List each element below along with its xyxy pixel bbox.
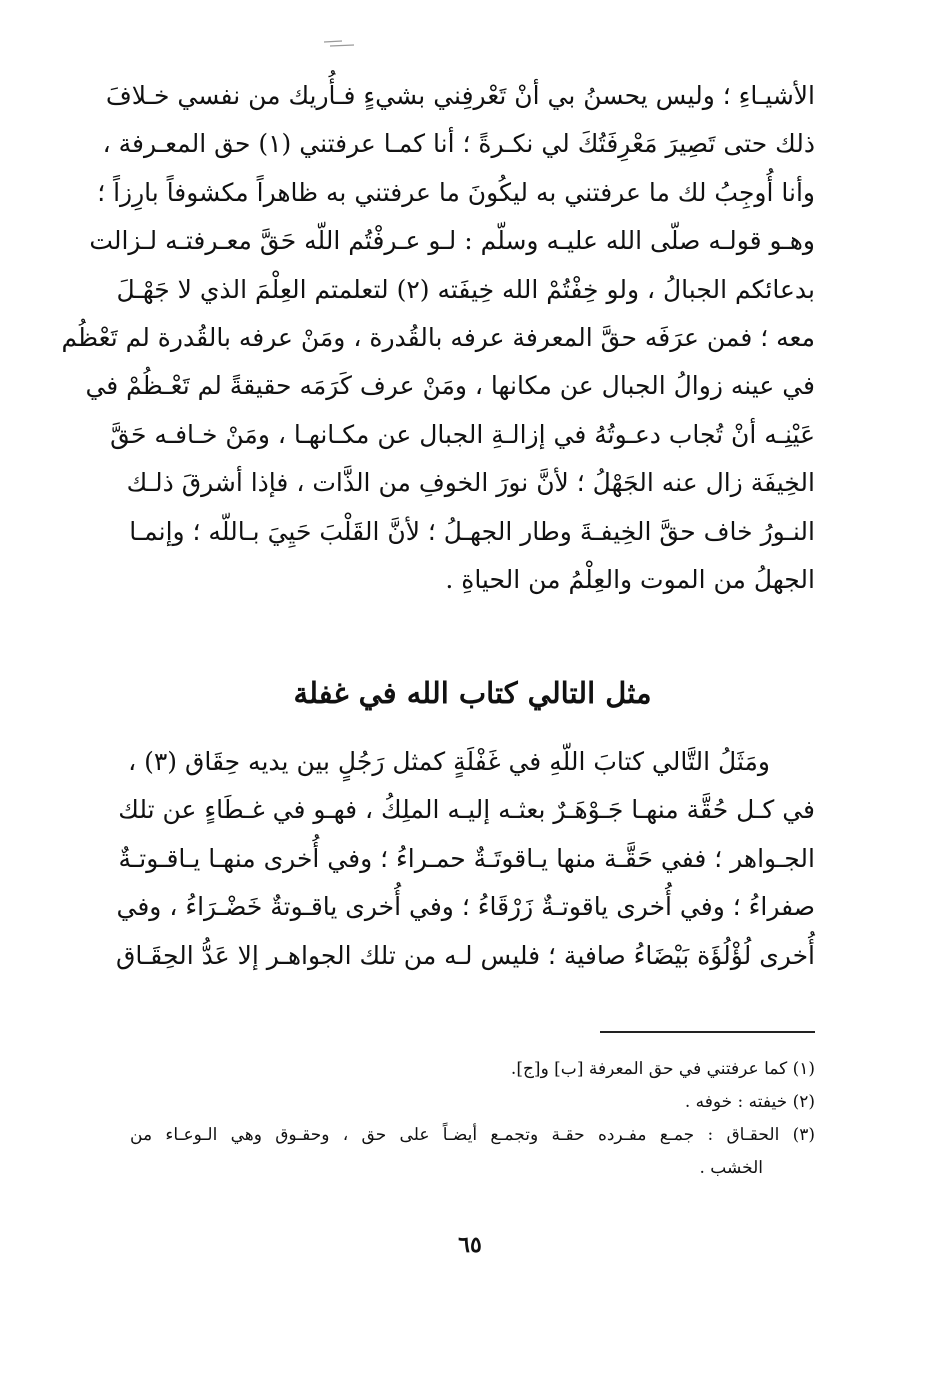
paragraph-1-line: وأنا أُوجِبُ لك ما عرفتني به ليكُونَ ما عرفتني به ظاهراً مكشوفاً بارِزاً ؛ — [97, 177, 815, 207]
paragraph-1-line: الخِيفَة زال عنه الجَهْلُ ؛ لأنَّ نورَ الخوفِ من الذَّات ، فإذا أشرقَ ذلـك — [126, 468, 815, 498]
paragraph-2-line: أُخرى لُؤْلُؤَة بَيْضَاءُ صافية ؛ فليس لـه من تلك الجواهـر إلا عَدُّ الحِقَـاق — [115, 940, 815, 970]
paragraph-1-line: وهـو قولـه صلّى الله عليـه وسلّم : لـو عـرفْتُم اللّه حَقَّ معـرفتـه لـزالت — [89, 226, 815, 256]
footnote-1: (١) كما عرفتني في حق المعرفة [ب] و[ج]. — [510, 1059, 815, 1079]
paragraph-2-line: الجـواهر ؛ ففي حَقَّـة منها يـاقوتَـةٌ حمـراءُ ؛ وفي أُخرى منهـا يـاقـوتـةٌ — [118, 843, 815, 873]
paragraph-2-line: صفراءُ ؛ وفي أُخرى ياقوتـةٌ زَرْقَاءُ ؛ وفي أُخرى ياقـوتةٌ خَضْـرَاءُ ، وفي — [116, 892, 815, 922]
section-heading: مثل التالي كتاب الله في غفلة — [293, 676, 652, 710]
footnotes — [130, 1053, 815, 1185]
scan-smudge-mark — [320, 38, 360, 50]
paragraph-2-line: ومَثَلُ التَّالي كتابَ اللّهِ في غَفْلَةٍ كمثل رَجُلٍ بين يديه حِقَاق (٣) ، — [128, 747, 770, 776]
page-number: ٦٥ — [458, 1232, 482, 1258]
paragraph-1-line: بدعائكم الجبالُ ، ولو خِفْتُمْ الله خِيفَته (٢) لتعلمتم العِلْمَ الذي لا جَهْـلَ — [116, 274, 815, 304]
footnote-3-continuation: الخشب . — [699, 1158, 763, 1178]
paragraph-1 — [61, 72, 815, 604]
paragraph-1-line: عَيْنِـه أنْ تُجاب دعـوتُهُ في إزالـةِ الجبال عن مكـانهـا ، ومَنْ خـافـه حَقَّ — [110, 419, 815, 449]
paragraph-1-line: الجهلُ من الموت والعِلْمُ من الحياةِ . — [445, 564, 815, 594]
paragraph-2 — [115, 738, 815, 980]
footnote-2: (٢) خيفته : خوفه . — [684, 1092, 815, 1112]
paragraph-1-line: النـورُ خاف حقَّ الخِيفـةَ وطار الجهـلُ ؛ لأنَّ القَلْبَ حَيِيَ بـاللّه ؛ وإنمـا — [129, 516, 815, 546]
paragraph-1-line: في عينه زوالُ الجبال عن مكانها ، ومَنْ عرف كَرَمَه حقيقةً لم تَعْـظُمْ في — [85, 371, 815, 401]
paragraph-2-line: في كـل حُقَّة منهـا جَـوْهَـرٌ بعثـه إليـه الملِكُ ، فهـو في غـطَاءٍ عن تلك — [118, 795, 815, 825]
footnote-3: (٣) الحقـاق : جمـع مفـرده حقـة وتجمـع أيضـاً على حق ، وحقـوق وهي الـوعـاء من — [130, 1125, 815, 1145]
footnote-divider — [600, 1031, 815, 1033]
paragraph-1-line: ذلك حتى تَصِيرَ مَعْرِفَتُكَ لي نكـرةً ؛ أنا كمـا عرفتني (١) حق المعـرفة ، — [102, 129, 815, 159]
paragraph-1-line: الأشيـاءِ ؛ وليس يحسنُ بي أنْ تَعْرفِني بشيءٍ فـأُريك من نفسي خـلافَ — [105, 81, 815, 110]
paragraph-1-line: معه ؛ فمن عرَفَه حقَّ المعرفة عرفه بالقُدرة ، ومَنْ عرفه بالقُدرة لم تَعْظُم — [61, 322, 815, 352]
